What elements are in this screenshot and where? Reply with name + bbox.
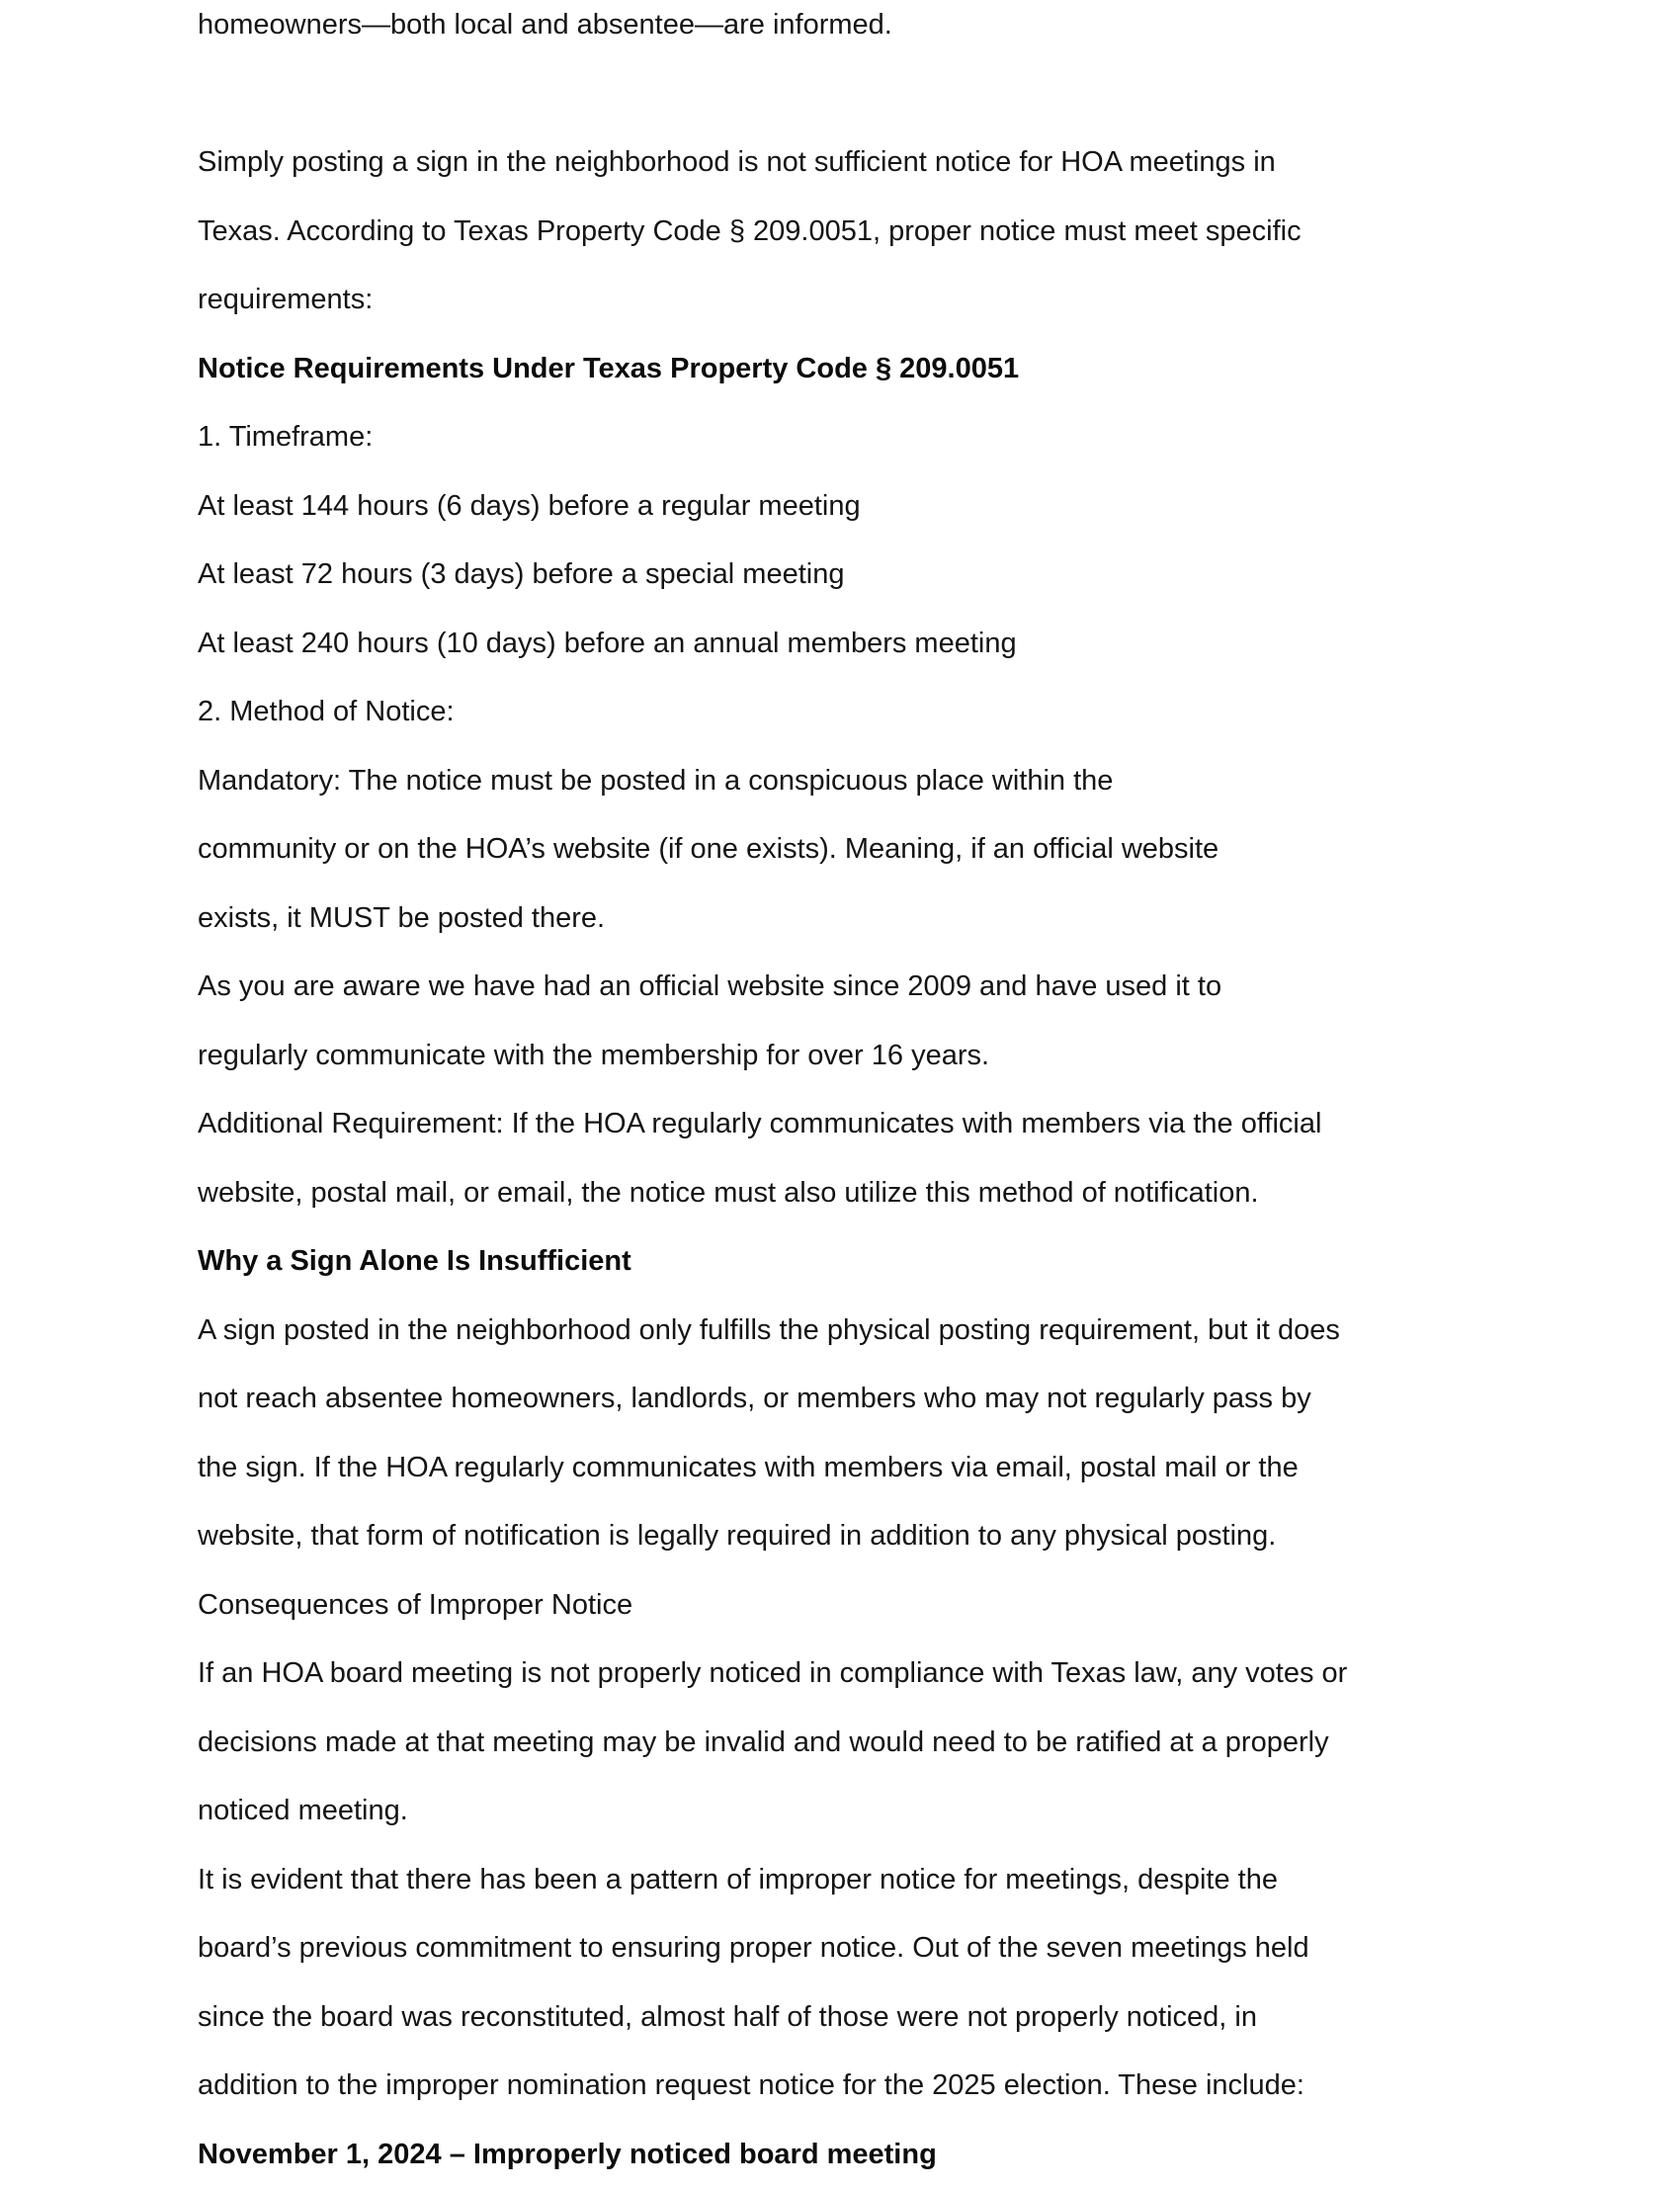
section-heading-sign-insufficient: Why a Sign Alone Is Insufficient: [198, 1227, 1502, 1297]
additional-para-line: website, postal mail, or email, the notice must also utilize this method of notification.: [198, 1159, 1502, 1228]
mandatory-para-line: community or on the HOA’s website (if one exists). Meaning, if an official website: [198, 815, 1502, 884]
sign-para-line: A sign posted in the neighborhood only fulfills the physical posting requirement, but it does: [198, 1297, 1502, 1366]
timeframe-item: At least 144 hours (6 days) before a regular meeting: [198, 472, 1502, 542]
posting-para-line: requirements:: [198, 266, 1502, 335]
additional-para-line: Additional Requirement: If the HOA regularly communicates with members via the official: [198, 1090, 1502, 1159]
pattern-para-line: board’s previous commitment to ensuring proper notice. Out of the seven meetings held: [198, 1914, 1502, 1983]
consequences-para-line: If an HOA board meeting is not properly noticed in compliance with Texas law, any votes or: [198, 1640, 1502, 1709]
website-para-line: regularly communicate with the membership for over 16 years.: [198, 1022, 1502, 1091]
section-heading-consequences: Consequences of Improper Notice: [198, 1571, 1502, 1641]
timeframe-item: At least 240 hours (10 days) before an annual members meeting: [198, 610, 1502, 679]
sign-para-line: the sign. If the HOA regularly communicates with members via email, postal mail or the: [198, 1434, 1502, 1503]
sign-para-line: website, that form of notification is legally required in addition to any physical posting.: [198, 1502, 1502, 1571]
pattern-para-line: addition to the improper nomination request notice for the 2025 election. These include:: [198, 2052, 1502, 2121]
document-body: [198, 0, 1502, 2189]
method-label: 2. Method of Notice:: [198, 678, 1502, 747]
sign-para-line: not reach absentee homeowners, landlords, or members who may not regularly pass by: [198, 1365, 1502, 1434]
consequences-para-line: decisions made at that meeting may be invalid and would need to be ratified at a properly: [198, 1709, 1502, 1778]
timeframe-item: At least 72 hours (3 days) before a special meeting: [198, 541, 1502, 610]
pattern-para-line: since the board was reconstituted, almost half of those were not properly noticed, in: [198, 1983, 1502, 2053]
section-heading-notice-requirements: Notice Requirements Under Texas Property Code § 209.0051: [198, 335, 1502, 404]
timeframe-label: 1. Timeframe:: [198, 403, 1502, 472]
pattern-para-line: It is evident that there has been a pattern of improper notice for meetings, despite the: [198, 1846, 1502, 1915]
posting-para-line: Texas. According to Texas Property Code § 209.0051, proper notice must meet specific: [198, 198, 1502, 267]
website-para-line: As you are aware we have had an official website since 2009 and have used it to: [198, 953, 1502, 1022]
consequences-para-line: noticed meeting.: [198, 1777, 1502, 1846]
paragraph-spacer: [198, 60, 1502, 129]
section-heading-november-meeting: November 1, 2024 – Improperly noticed board meeting: [198, 2121, 1502, 2189]
mandatory-para-line: Mandatory: The notice must be posted in a conspicuous place within the: [198, 747, 1502, 816]
mandatory-para-line: exists, it MUST be posted there.: [198, 884, 1502, 954]
intro-tail-line: homeowners—both local and absentee—are informed.: [198, 0, 1502, 60]
posting-para-line: Simply posting a sign in the neighborhood is not sufficient notice for HOA meetings in: [198, 128, 1502, 198]
